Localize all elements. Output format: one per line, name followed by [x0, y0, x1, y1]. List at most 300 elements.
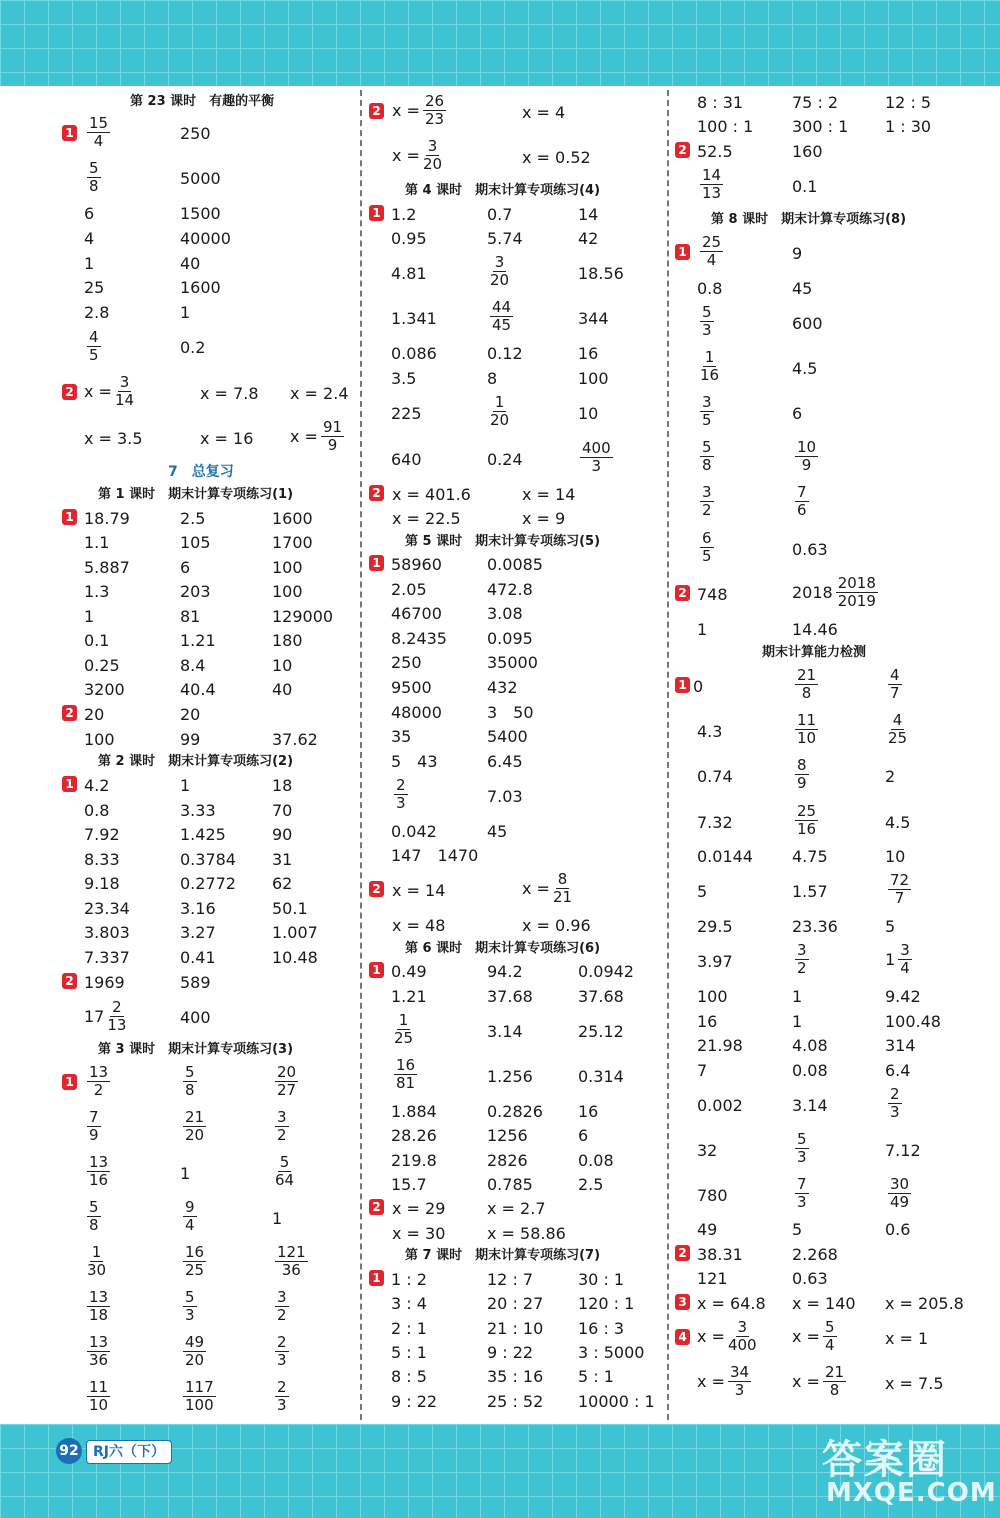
answer-value: x = 1	[885, 1329, 929, 1348]
fraction-answer	[700, 484, 714, 519]
answer-value: 400	[180, 1008, 211, 1027]
fraction-answer	[87, 1334, 110, 1369]
answer-value: 2.8	[84, 303, 110, 322]
fraction-denominator: 25	[888, 729, 908, 747]
fraction	[183, 1064, 197, 1099]
fraction-numerator: 4	[890, 666, 900, 684]
answer-value: 16	[578, 1102, 599, 1121]
fraction	[888, 1176, 911, 1211]
fraction	[553, 871, 572, 906]
answer-value: 1	[272, 1209, 283, 1228]
fraction-denominator: 2019	[837, 592, 876, 610]
fraction	[700, 304, 714, 339]
answer-value: 748	[697, 585, 728, 604]
fraction-answer	[888, 1176, 911, 1211]
answer-value: 0.002	[697, 1096, 743, 1115]
answer-value: 16	[578, 344, 599, 363]
answer-value: 7	[697, 1061, 708, 1080]
fraction-answer	[795, 1131, 809, 1166]
fraction-denominator: 4	[900, 959, 910, 977]
fraction-numerator: 3	[797, 941, 807, 959]
answer-value: 1	[792, 1012, 803, 1031]
fraction-answer	[394, 1012, 413, 1047]
answer-value: 0	[693, 677, 704, 696]
answer-value: 1.256	[487, 1067, 533, 1086]
fraction	[700, 530, 714, 565]
fraction-denominator: 9	[327, 436, 338, 454]
fraction	[795, 712, 818, 747]
fraction-denominator: 16	[89, 1171, 109, 1189]
fraction-numerator: 5	[797, 1130, 807, 1148]
answer-value: 105	[180, 533, 211, 552]
fraction	[795, 667, 818, 702]
question-number-badge: 1	[62, 125, 77, 141]
fraction	[183, 1244, 206, 1279]
section-heading: 第 6 课时 期末计算专项练习(6)	[405, 941, 601, 956]
answer-value: 0.1	[84, 631, 110, 650]
answer-value: 38.31	[697, 1245, 743, 1264]
answer-value: 0.6	[885, 1220, 911, 1239]
answer-value: 3.97	[697, 952, 733, 971]
fraction	[823, 1364, 846, 1399]
question-number-badge: 2	[369, 485, 384, 501]
question-number-badge: 2	[675, 1245, 690, 1261]
fraction-denominator: 3	[797, 1148, 807, 1166]
fraction	[183, 1199, 197, 1234]
fraction-numerator: 3	[737, 1318, 748, 1336]
answer-value: 75 : 2	[792, 93, 839, 112]
fraction-numerator: 44	[492, 298, 512, 316]
answer-value: 3.14	[792, 1096, 828, 1115]
answer-value: 35	[391, 727, 412, 746]
fraction	[700, 234, 723, 269]
question-number-badge: 1	[369, 555, 384, 571]
fraction-denominator: 2	[797, 959, 807, 977]
fraction-numerator: 3	[900, 941, 910, 959]
answer-value: 0.74	[697, 767, 733, 786]
answer-value: 16	[697, 1012, 718, 1031]
answer-value: 0.0085	[487, 555, 543, 574]
fraction-numerator: 21	[797, 666, 817, 684]
fraction-answer	[87, 1289, 110, 1324]
answer-value: 300 : 1	[792, 117, 849, 136]
fraction-denominator: 3	[185, 1306, 195, 1324]
fraction-numerator: 25	[702, 233, 722, 251]
answer-value: x = 3.5	[84, 429, 143, 448]
answer-value: 32	[697, 1141, 718, 1160]
fraction-answer	[700, 167, 723, 202]
fraction	[115, 374, 134, 409]
fraction-answer	[275, 1379, 289, 1414]
fraction-denominator: 18	[89, 1306, 109, 1324]
fraction-answer	[275, 1244, 308, 1279]
answer-value: 3200	[84, 680, 125, 699]
fraction	[700, 167, 723, 202]
fraction	[275, 1334, 289, 1369]
question-number-badge: 1	[369, 962, 384, 978]
section-heading: 第 7 课时 期末计算专项练习(7)	[405, 1248, 601, 1263]
answer-value: 23.34	[84, 899, 130, 918]
answer-value: 1500	[180, 204, 221, 223]
answer-prefix: 1	[885, 949, 896, 969]
answer-value: 5000	[180, 169, 221, 188]
section-heading: 期末计算能力检测	[762, 645, 867, 660]
answer-value: 0.2772	[180, 874, 236, 893]
fraction-denominator: 9	[89, 1126, 99, 1144]
answer-value: 42	[578, 229, 599, 248]
answer-value: 5	[697, 882, 708, 901]
answer-value: 4.08	[792, 1036, 828, 1055]
fraction-numerator: 2	[277, 1333, 287, 1351]
fraction-denominator: 2	[93, 1081, 104, 1099]
answer-value: 48000	[391, 703, 442, 722]
question-number-badge: 1	[62, 776, 77, 792]
answer-value: 35000	[487, 653, 538, 672]
answer-value: 90	[272, 825, 293, 844]
fraction-denominator: 13	[702, 184, 722, 202]
answer-value: x = 2.4	[290, 384, 349, 403]
fraction-numerator: 5	[185, 1063, 195, 1081]
fraction-numerator: 7	[797, 483, 807, 501]
fraction-denominator: 64	[275, 1171, 295, 1189]
answer-value: 1	[792, 987, 803, 1006]
fraction-numerator: 117	[185, 1378, 214, 1396]
question-number-badge: 1	[62, 509, 77, 525]
fraction-answer	[522, 871, 572, 906]
fraction	[795, 803, 818, 838]
fraction	[700, 349, 719, 384]
answer-value: 344	[578, 309, 609, 328]
answer-value: 20	[180, 705, 201, 724]
answer-value: 40.4	[180, 680, 216, 699]
fraction-numerator: 121	[277, 1243, 306, 1261]
answer-value: 4.81	[391, 264, 427, 283]
answer-value: 0.0942	[578, 962, 634, 981]
answer-prefix: 17	[84, 1006, 105, 1026]
answer-value: x = 140	[792, 1294, 856, 1313]
fraction-numerator: 21	[824, 1363, 845, 1381]
fraction-denominator: 20	[185, 1126, 205, 1144]
question-number-badge: 2	[369, 103, 384, 119]
fraction	[580, 440, 613, 475]
answer-value: 0.7	[487, 205, 513, 224]
answer-value: 49	[697, 1220, 718, 1239]
fraction-denominator: 8	[829, 1381, 840, 1399]
fraction-answer	[888, 667, 902, 702]
fraction-denominator: 4	[824, 1336, 835, 1354]
answer-value: 1.3	[84, 582, 110, 601]
fraction-denominator: 9	[801, 456, 812, 474]
fraction	[423, 138, 442, 173]
fraction-answer	[87, 115, 110, 150]
fraction-numerator: 16	[185, 1243, 205, 1261]
fraction-numerator: 2	[396, 776, 406, 794]
section-heading: 第 2 课时 期末计算专项练习(2)	[98, 754, 294, 769]
fraction-denominator: 20	[490, 411, 510, 429]
fraction-answer	[275, 1154, 294, 1189]
fraction	[836, 575, 878, 610]
answer-prefix: x =	[697, 1326, 725, 1346]
answer-value: 23.36	[792, 917, 838, 936]
answer-value: 1.57	[792, 882, 828, 901]
fraction	[700, 439, 714, 474]
fraction-numerator: 34	[729, 1363, 750, 1381]
fraction-denominator: 30	[87, 1261, 107, 1279]
column-divider	[667, 90, 669, 1420]
fraction-numerator: 400	[582, 439, 611, 457]
answer-value: 8 : 31	[697, 93, 744, 112]
fraction-denominator: 3	[734, 1381, 745, 1399]
answer-value: 0.3784	[180, 850, 236, 869]
fraction-numerator: 5	[824, 1318, 835, 1336]
fraction	[888, 712, 907, 747]
chapter-heading: 7 总复习	[168, 464, 234, 480]
answer-value: 0.08	[578, 1151, 614, 1170]
answer-value: 40	[180, 254, 201, 273]
fraction-numerator: 5	[702, 303, 712, 321]
answer-value: 4.5	[792, 359, 818, 378]
fraction-numerator: 10	[797, 438, 817, 456]
answer-value: 21 : 10	[487, 1319, 544, 1338]
fraction-numerator: 3	[277, 1108, 287, 1126]
answer-value: 1700	[272, 533, 313, 552]
fraction-denominator: 36	[281, 1261, 301, 1279]
question-number-badge: 1	[369, 1270, 384, 1286]
answer-value: 0.086	[391, 344, 437, 363]
answer-value: 7.32	[697, 813, 733, 832]
fraction-numerator: 2	[277, 1378, 287, 1396]
answer-value: 0.12	[487, 344, 523, 363]
section-heading: 第 23 课时 有趣的平衡	[130, 94, 275, 109]
fraction-numerator: 13	[89, 1333, 109, 1351]
section-heading: 第 5 课时 期末计算专项练习(5)	[405, 534, 601, 549]
fraction-answer	[290, 419, 344, 454]
answer-value: 1.341	[391, 309, 437, 328]
fraction-answer	[700, 234, 723, 269]
answer-value: 14	[578, 205, 599, 224]
fraction-answer	[183, 1289, 197, 1324]
answer-value: 3 : 5000	[578, 1343, 645, 1362]
fraction-answer	[490, 299, 513, 334]
fraction	[183, 1379, 216, 1414]
answer-value: 70	[272, 801, 293, 820]
answer-value: 7.92	[84, 825, 120, 844]
fraction-numerator: 25	[797, 802, 817, 820]
answer-value: 1 : 2	[391, 1270, 427, 1289]
fraction-denominator: 16	[700, 366, 720, 384]
fraction-denominator: 5	[702, 411, 712, 429]
fraction-answer	[87, 1379, 110, 1414]
answer-value: 62	[272, 874, 293, 893]
fraction-denominator: 45	[492, 316, 512, 334]
answer-value: 9 : 22	[487, 1343, 534, 1362]
column-divider	[360, 90, 362, 1420]
answer-value: 37.62	[272, 730, 318, 749]
answer-value: 99	[180, 730, 201, 749]
answer-value: 0.24	[487, 450, 523, 469]
answer-value: 121	[697, 1269, 728, 1288]
answer-value: 3 50	[487, 703, 534, 722]
answer-value: 120 : 1	[578, 1294, 635, 1313]
answer-value: x = 4	[522, 103, 566, 122]
fraction-numerator: 11	[89, 1378, 109, 1396]
answer-value: 3.08	[487, 604, 523, 623]
fraction-answer	[87, 1064, 110, 1099]
fraction-answer	[795, 942, 809, 977]
fraction-numerator: 1	[494, 393, 505, 411]
question-number-badge: 2	[675, 585, 690, 601]
fraction-numerator: 4	[89, 328, 99, 346]
answer-value: 589	[180, 973, 211, 992]
fraction-numerator: 5	[185, 1288, 195, 1306]
fraction-denominator: 3	[396, 794, 406, 812]
answer-value: 8.33	[84, 850, 120, 869]
answer-value: 1600	[272, 509, 313, 528]
answer-value: 472.8	[487, 580, 533, 599]
answer-value: 2.05	[391, 580, 427, 599]
answer-value: x = 16	[200, 429, 254, 448]
section-heading: 第 4 课时 期末计算专项练习(4)	[405, 183, 601, 198]
question-number-badge: 2	[62, 384, 77, 400]
fraction	[275, 1289, 289, 1324]
fraction	[795, 757, 809, 792]
fraction-denominator: 3	[702, 321, 712, 339]
fraction-answer	[84, 999, 126, 1034]
answer-value: 20 : 27	[487, 1294, 544, 1313]
answer-value: 6.4	[885, 1061, 911, 1080]
answer-value: 3.14	[487, 1022, 523, 1041]
fraction-numerator: 13	[89, 1063, 109, 1081]
answer-prefix: x =	[392, 100, 420, 120]
answer-value: 9500	[391, 678, 432, 697]
fraction	[183, 1334, 206, 1369]
fraction-denominator: 10	[797, 729, 817, 747]
answer-value: 0.1	[792, 177, 818, 196]
answer-value: 10.48	[272, 948, 318, 967]
answer-value: 4.75	[792, 847, 828, 866]
fraction-answer	[792, 1364, 846, 1399]
answer-value: 2826	[487, 1151, 528, 1170]
fraction	[888, 667, 902, 702]
answer-value: 16 : 3	[578, 1319, 625, 1338]
fraction-answer	[87, 1199, 101, 1234]
fraction	[87, 1109, 101, 1144]
answer-value: 12 : 7	[487, 1270, 534, 1289]
fraction-denominator: 2	[277, 1306, 287, 1324]
answer-value: 20	[84, 705, 105, 724]
answer-value: 4.5	[885, 813, 911, 832]
answer-value: 147 1470	[391, 846, 479, 865]
fraction-answer	[697, 1364, 751, 1399]
answer-prefix: x =	[522, 878, 550, 898]
fraction-numerator: 91	[322, 418, 343, 436]
answer-value: 5	[885, 917, 896, 936]
fraction-numerator: 3	[494, 253, 505, 271]
fraction	[490, 394, 509, 429]
question-number-badge: 2	[369, 881, 384, 897]
answer-value: x = 401.6	[392, 485, 471, 504]
answer-value: 1.21	[391, 987, 427, 1006]
answer-value: 2.5	[578, 1175, 604, 1194]
fraction-answer	[697, 1319, 757, 1354]
fraction-denominator: 7	[894, 889, 905, 907]
fraction	[183, 1289, 197, 1324]
fraction	[87, 160, 101, 195]
answer-value: 100	[272, 582, 303, 601]
fraction-numerator: 1	[398, 1011, 409, 1029]
answer-value: 8.2435	[391, 629, 447, 648]
fraction-answer	[888, 1086, 902, 1121]
answer-value: 3 : 4	[391, 1294, 427, 1313]
answer-value: 3.27	[180, 923, 216, 942]
answer-value: 50.1	[272, 899, 308, 918]
fraction	[275, 1154, 294, 1189]
answer-value: x = 29	[392, 1199, 446, 1218]
fraction-answer	[885, 942, 912, 977]
answer-value: 1.1	[84, 533, 110, 552]
answer-value: 2	[885, 767, 896, 786]
fraction-numerator: 5	[89, 159, 99, 177]
page-number: 92	[56, 1438, 82, 1464]
fraction-answer	[700, 304, 714, 339]
answer-value: 6	[792, 404, 803, 423]
answer-value: 2.5	[180, 509, 206, 528]
answer-value: 1	[180, 776, 191, 795]
answer-value: 5 43	[391, 752, 438, 771]
fraction	[87, 1289, 110, 1324]
fraction-answer	[87, 329, 101, 364]
answer-value: 40000	[180, 229, 231, 248]
fraction-answer	[490, 254, 509, 289]
answer-value: 250	[391, 653, 422, 672]
fraction-numerator: 7	[89, 1108, 99, 1126]
answer-value: 100	[578, 369, 609, 388]
answer-prefix: 2018	[792, 582, 833, 602]
answer-value: 5 : 1	[391, 1343, 427, 1362]
answer-value: 5.74	[487, 229, 523, 248]
fraction-denominator: 2	[702, 501, 712, 519]
answer-value: 1969	[84, 973, 125, 992]
answer-value: 3.16	[180, 899, 216, 918]
answer-value: 0.785	[487, 1175, 533, 1194]
answer-value: 219.8	[391, 1151, 437, 1170]
answer-value: 3.33	[180, 801, 216, 820]
fraction-denominator: 9	[797, 774, 807, 792]
fraction	[275, 1064, 298, 1099]
answer-value: 10	[885, 847, 906, 866]
answer-value: 5400	[487, 727, 528, 746]
answer-value: 1 : 30	[885, 117, 932, 136]
answer-value: 30 : 1	[578, 1270, 625, 1289]
fraction-numerator: 72	[890, 871, 910, 889]
section-heading: 第 3 课时 期末计算专项练习(3)	[98, 1042, 294, 1057]
question-number-badge: 2	[62, 705, 77, 721]
answer-value: 1	[84, 254, 95, 273]
fraction-numerator: 30	[890, 1175, 910, 1193]
answer-value: 0.2	[180, 338, 206, 357]
answer-value: 35 : 16	[487, 1367, 544, 1386]
fraction	[321, 419, 344, 454]
question-number-badge: 1	[675, 677, 690, 693]
fraction-answer	[394, 777, 408, 812]
fraction	[795, 439, 818, 474]
answer-value: x = 0.52	[522, 148, 591, 167]
fraction-denominator: 3	[277, 1351, 287, 1369]
fraction-answer	[87, 160, 101, 195]
answer-value: 5	[792, 1220, 803, 1239]
fraction-denominator: 8	[801, 684, 812, 702]
fraction	[490, 299, 513, 334]
